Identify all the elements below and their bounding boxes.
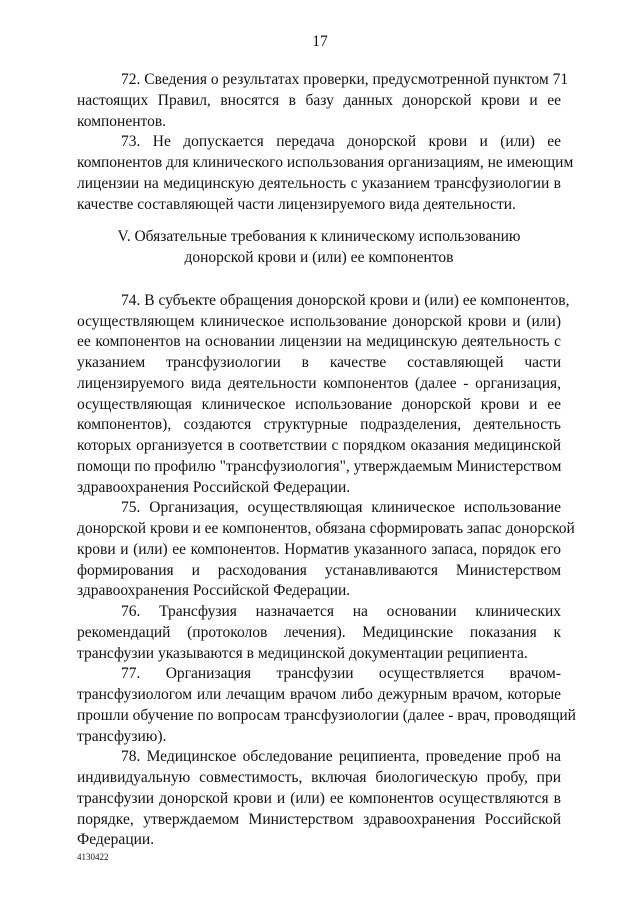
text-line: 72. Сведения о результатах проверки, предусмотренной пунктом 71 bbox=[121, 71, 569, 88]
text-line: 73. Не допускается передача донорской крови и (или) ее bbox=[121, 133, 561, 151]
paragraph-78 bbox=[77, 747, 561, 851]
text-line: индивидуальную совместимость, включая биологическую пробу, при bbox=[77, 769, 561, 786]
text-line: формирования и расходования устанавливаются Министерством bbox=[77, 561, 561, 579]
text-line: настоящих Правил, вносятся в базу данных донорской крови и ее bbox=[77, 91, 561, 109]
paragraph-74 bbox=[77, 291, 570, 499]
text-line: указанием трансфузиологии в качестве составляющей части bbox=[77, 354, 561, 371]
text-line: 75. Организация, осуществляющая клиническое использование bbox=[121, 499, 561, 517]
text-line: здравоохранения Российской Федерации. bbox=[77, 478, 351, 496]
paragraph-77 bbox=[77, 664, 576, 747]
text-line: Федерации. bbox=[77, 831, 155, 849]
text-line: 78. Медицинское обследование реципиента, проведение проб на bbox=[121, 748, 561, 766]
text-line: которых организуется в соответствии с порядком оказания медицинской bbox=[77, 437, 561, 454]
text-line: донорской крови и ее компонентов, обязана сформировать запас донорской bbox=[77, 520, 575, 537]
heading-line: V. Обязательные требования к клиническому использованию bbox=[117, 228, 521, 246]
text-line: 74. В субъекте обращения донорской крови и (или) ее компонентов, bbox=[121, 291, 570, 309]
text-line: компонентов), создаются структурные подразделения, деятельность bbox=[77, 416, 561, 434]
text-line: осуществляющем клиническое использование донорской крови и (или) bbox=[77, 312, 561, 330]
text-line: компонентов для клинического использования организациям, не имеющим bbox=[77, 154, 574, 171]
text-line: 77. Организация трансфузии осуществляется врачом- bbox=[121, 665, 561, 683]
text-line: здравоохранения Российской Федерации. bbox=[77, 582, 351, 600]
text-line: лицензии на медицинскую деятельность с указанием трансфузиологии в bbox=[77, 174, 561, 192]
text-line: 76. Трансфузия назначается на основании клинических bbox=[121, 603, 561, 620]
document-body bbox=[77, 70, 576, 851]
text-line: трансфузии донорской крови и (или) ее компонентов осуществляются в bbox=[77, 789, 561, 807]
text-line: компонентов. bbox=[77, 112, 167, 130]
text-line: осуществляющая клиническое использование донорской крови и ее bbox=[77, 395, 561, 413]
text-line: качестве составляющей части лицензируемого вида деятельности. bbox=[77, 195, 516, 213]
text-line: трансфузию). bbox=[77, 727, 167, 745]
paragraph-75 bbox=[77, 498, 575, 602]
text-line: помощи по профилю "трансфузиология", утверждаемым Министерством bbox=[77, 457, 562, 475]
page-number: 17 bbox=[312, 33, 328, 50]
heading-line: донорской крови и (или) ее компонентов bbox=[184, 249, 454, 266]
text-line: трансфузиологом или лечащим врачом либо дежурным врачом, которые bbox=[77, 686, 561, 703]
section-heading bbox=[77, 227, 561, 269]
text-line: рекомендаций (протоколов лечения). Медицинские показания к bbox=[77, 623, 561, 641]
paragraph-72 bbox=[77, 70, 569, 132]
paragraph-73 bbox=[77, 132, 574, 215]
text-line: прошли обучение по вопросам трансфузиологии (далее - врач, проводящий bbox=[77, 706, 576, 724]
text-line: трансфузии указываются в медицинской документации реципиента. bbox=[77, 644, 528, 662]
document-code: 4130422 bbox=[77, 852, 109, 862]
text-line: ее компонентов на основании лицензии на медицинскую деятельность с bbox=[77, 333, 561, 351]
text-line: порядке, утверждаемом Министерством здравоохранения Российской bbox=[77, 810, 561, 828]
paragraph-76 bbox=[77, 602, 561, 664]
text-line: крови и (или) ее компонентов. Норматив указанного запаса, порядок его bbox=[77, 540, 561, 558]
text-line: лицензируемого вида деятельности компонентов (далее - организация, bbox=[77, 374, 561, 392]
